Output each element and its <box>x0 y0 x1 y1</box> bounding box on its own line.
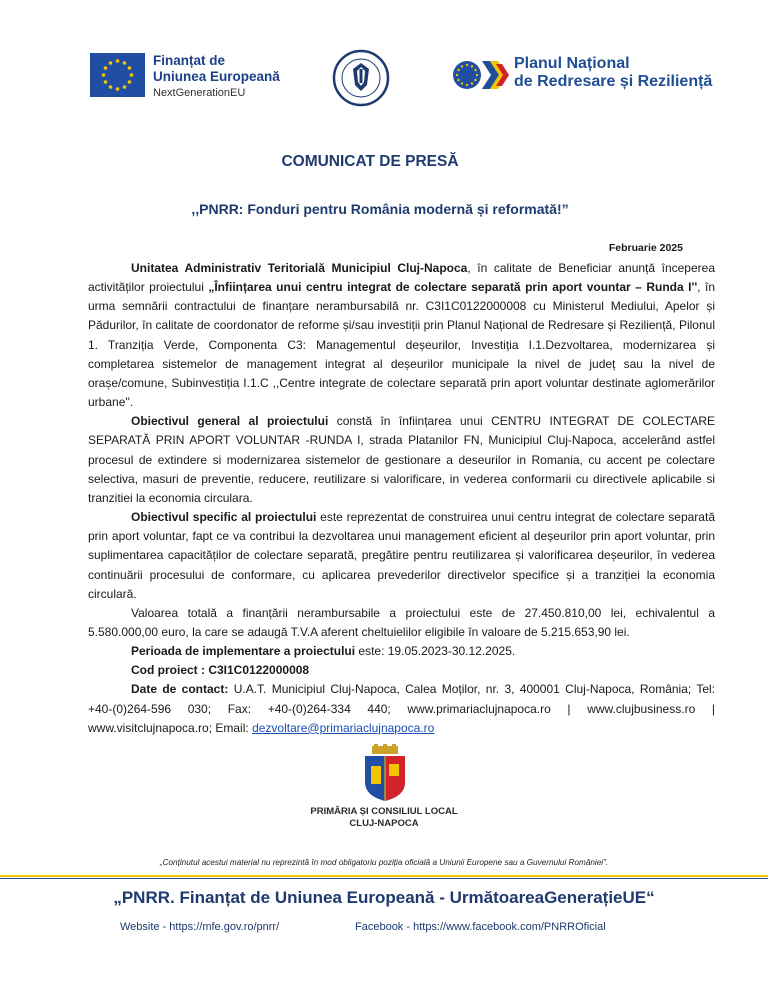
intro-text-2: , în urma semnării contractului de finanțare nerambursabilă nr. C3I1C0122000008 cu Ministerul Mediului, Apelor și Pădurilor, în calitate de coordonator de reforme și/sau investiții prin Planul Național de Redresare și Reziliență, Pilonul 1. Tranziția Verde, Componenta C3: Managementul deșeurilor, Investiția I.1.Dezvoltarea, modernizarea și completarea sistemelor de management integrat al deșeurilor municipale la nivel de județ sau la nivel de orașe/comune, Subinvestiția I.1.C ,,Centre integrate de colectare separată prin aport voluntar destinate aglomerărilor urbane''. <box>88 280 715 410</box>
page-title: COMUNICAT DE PRESĂ <box>281 153 459 170</box>
paragraph-general-objective <box>88 412 715 508</box>
paragraph-value: Valoarea totală a finanțării nerambursabile a proiectului este de 27.450.810,00 lei, echivalentul a 5.580.000,00 euro, la care se adaugă T.V.A aferent cheltuielilor eligibile în valoare de 5.215.653,90 lei. <box>88 605 715 639</box>
eu-funding-label <box>153 53 280 101</box>
pnrr-label <box>514 55 712 91</box>
publication-date: Februarie 2025 <box>608 242 683 254</box>
period-label: Perioada de implementare a proiectului <box>131 644 356 659</box>
pnrr-line2: de Redresare și Reziliență <box>514 73 713 90</box>
guvernul-romaniei-seal-icon <box>332 49 390 107</box>
beneficiary-name: Unitatea Administrativ Teritorială Municipiul Cluj-Napoca <box>131 261 468 275</box>
pnrr-line1: Planul Național <box>514 55 630 72</box>
intro-text-1: , în calitate de Beneficiar anunță începerea activităților proiectului <box>88 261 715 295</box>
eu-line3: NextGenerationEU <box>153 87 246 99</box>
eu-line1: Finanțat de <box>153 53 226 68</box>
specific-objective-label: Obiectivul specific al proiectului <box>131 510 317 525</box>
general-objective-text: constă în înființarea unui CENTRU INTEGRAT DE COLECTARE SEPARATĂ PRIN APORT VOLUNTAR -RUNDA I, strada Platanilor FN, Municipiul Cluj-Napoca, accelerând astfel procesul de extindere si modernizarea sistemelor de gestionare a deseurilor in Romania, cu accent pe colectare selectiva, masuri de preventie, reducere, reutilizare si valorificare, in vederea conformarii cu directivele aplicabile si tranzitiei la economia circulara. <box>88 414 716 505</box>
pnrr-flag-icon <box>452 56 510 94</box>
disclaimer-text: „Conținutul acestui material nu reprezintă în mod obligatoriu poziția oficială a Uniunii Europene sau a Guvernului României”. <box>159 858 609 867</box>
specific-objective-text: este reprezentat de construirea unui centru integrat de colectare separată prin aport voluntar, fapt ce va contribui la dezvoltarea unui management eficient al deșeurilor prin aport voluntar, prin suplimentarea capacităților de colectare separată, pregătire pentru reutilizarea și valorificarea deșeurilor, în vederea continuării procesului de conformare, cu aplicarea prevederilor directivelor specifice și a tranziției la economia circulară. <box>88 510 715 601</box>
eu-flag-icon <box>90 53 145 97</box>
footer-divider-blue <box>0 878 768 879</box>
cluj-napoca-crest-icon <box>360 744 410 802</box>
project-name: „Înființarea unui centru integrat de colectare separată prin aport vountar – Runda I'' <box>208 280 698 295</box>
footer-slogan: „PNRR. Finanțat de Uniunea Europeană - UrmătoareaGenerațieUE“ <box>113 888 655 907</box>
general-objective-label: Obiectivul general al proiectului <box>131 414 329 429</box>
paragraph-period <box>88 642 715 661</box>
primaria-line1: PRIMĂRIA ȘI CONSILIUL LOCAL <box>310 806 458 817</box>
paragraph-specific-objective <box>88 508 715 604</box>
contact-label: Date de contact: <box>131 682 229 697</box>
period-text: este: 19.05.2023-30.12.2025. <box>355 644 516 659</box>
primaria-label <box>0 806 768 830</box>
primaria-line2: CLUJ-NAPOCA <box>349 818 419 829</box>
paragraph-intro <box>88 259 715 412</box>
footer-website[interactable]: Website - https://mfe.gov.ro/pnrr/ <box>120 921 280 933</box>
contact-text: U.A.T. Municipiul Cluj-Napoca, Calea Moților, nr. 3, 400001 Cluj-Napoca, România; Tel: +40-(0)264-596 030; Fax: +40-(0)264-334 440; www.primariaclujnapoca.ro | www.clujbusiness.ro | www.visitclujnapoca.ro; Email: <box>88 682 715 735</box>
contact-email-link[interactable]: dezvoltare@primariaclujnapoca.ro <box>252 720 435 735</box>
press-release-body <box>88 259 715 738</box>
page-subtitle: ,,PNRR: Fonduri pentru România modernă și reformată!” <box>191 201 569 217</box>
eu-line2: Uniunea Europeană <box>153 69 280 84</box>
paragraph-contact <box>88 680 715 737</box>
footer-divider-yellow <box>0 875 768 877</box>
project-code: Cod proiect : C3I1C0122000008 <box>131 663 310 678</box>
footer-facebook[interactable]: Facebook - https://www.facebook.com/PNRROficial <box>355 921 606 933</box>
